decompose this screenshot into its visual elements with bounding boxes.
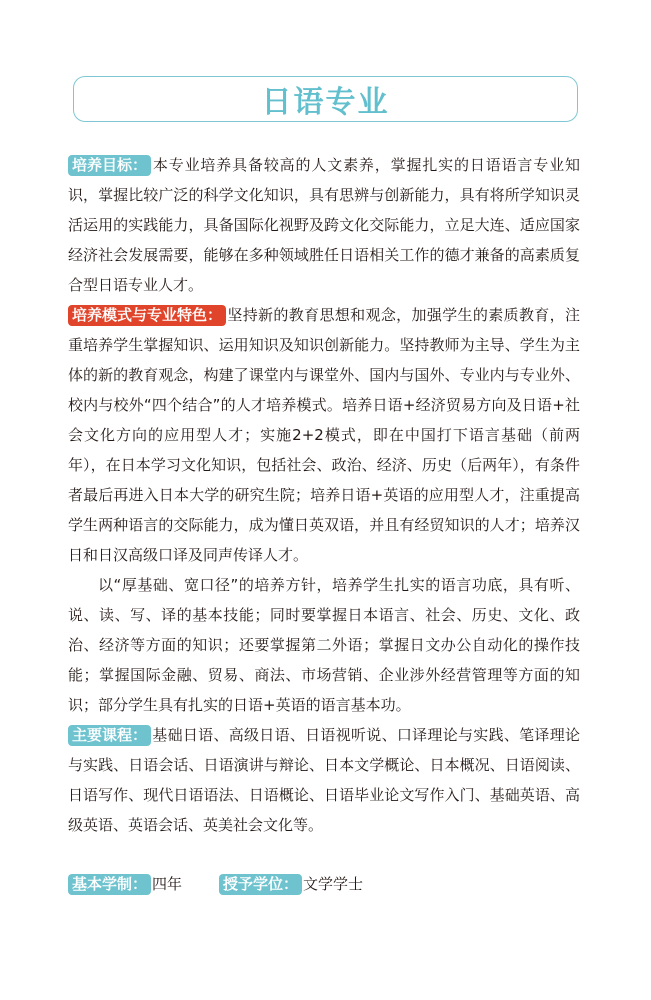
goal-paragraph	[68, 150, 580, 300]
page-title: 日语专业	[261, 85, 390, 120]
mode-paragraph	[68, 300, 580, 570]
duration-value: 四年	[152, 875, 183, 893]
duration-group	[68, 872, 182, 896]
courses-text: 基础日语、高级日语、日语视听说、口译理论与实践、笔译理论与实践、日语会话、日语演讲与辩论、日本文学概论、日本概况、日语阅读、日语写作、现代日语语法、日语概论、日语毕业论文写作入门、基础英语、高级英语、英语会话、英美社会文化等。	[68, 726, 580, 834]
goal-text: 本专业培养具备较高的人文素养，掌握扎实的日语语言专业知识，掌握比较广泛的科学文化知识，具有思辨与创新能力，具有将所学知识灵活运用的实践能力，具备国际化视野及跨文化交际能力，立足大连、适应国家经济社会发展需要，能够在多种领域胜任日语相关工作的德才兼备的高素质复合型日语专业人才。	[68, 156, 580, 294]
footer-info	[68, 872, 400, 896]
goal-label: 培养目标：	[68, 155, 151, 176]
title-banner	[73, 76, 578, 122]
duration-label: 基本学制：	[68, 874, 151, 895]
mode-paragraph-2: 以“厚基础、宽口径”的培养方针，培养学生扎实的语言功底，具有听、说、读、写、译的基本技能；同时要掌握日本语言、社会、历史、文化、政治、经济等方面的知识；还要掌握第二外语；掌握日文办公自动化的操作技能；掌握国际金融、贸易、商法、市场营销、企业涉外经营管理等方面的知识；部分学生具有扎实的日语+英语的语言基本功。	[68, 576, 580, 714]
courses-label: 主要课程：	[68, 725, 151, 746]
courses-paragraph	[68, 720, 580, 840]
degree-group	[219, 872, 363, 896]
degree-label: 授予学位：	[219, 874, 302, 895]
degree-value: 文学学士	[303, 875, 364, 893]
mode-label: 培养模式与专业特色：	[68, 305, 226, 326]
document-body	[68, 150, 580, 840]
mode-text: 坚持新的教育思想和观念，加强学生的素质教育，注重培养学生掌握知识、运用知识及知识创新能力。坚持教师为主导、学生为主体的新的教育观念，构建了课堂内与课堂外、国内与国外、专业内与专业外、校内与校外“四个结合”的人才培养模式。培养日语+经济贸易方向及日语+社会文化方向的应用型人才；实施2+2模式，即在中国打下语言基础（前两年），在日本学习文化知识，包括社会、政治、经济、历史（后两年），有条件者最后再进入日本大学的研究生院；培养日语+英语的应用型人才，注重提高学生两种语言的交际能力，成为懂日英双语，并且有经贸知识的人才；培养汉日和日汉高级口译及同声传译人才。	[68, 306, 580, 564]
